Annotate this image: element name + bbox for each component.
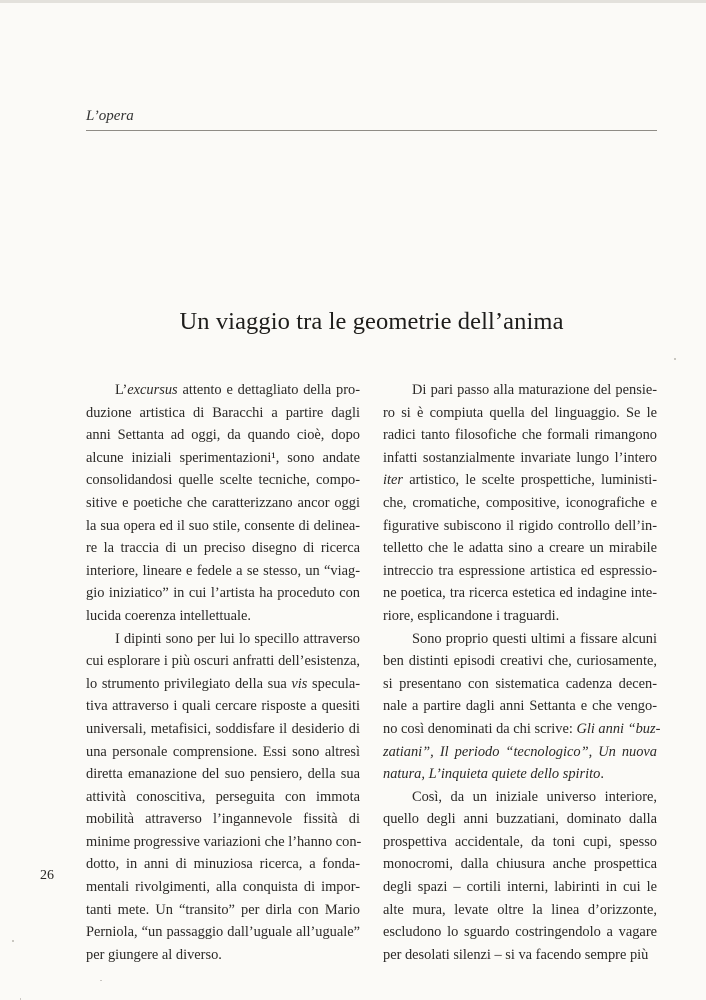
text-segment: no così denominati da chi scrive: [383,720,577,737]
text-segment: Di pari passo alla maturazione del pensie- [412,382,657,398]
text-segment: escludono lo sguardo costringendolo a vagare [383,924,657,941]
text-line [383,876,657,899]
text-segment: interiore, lineare e fedele a se stesso, un “viag- [86,562,360,579]
text-segment: si presentano con sistematica cadenza decen- [383,675,657,692]
text-line [383,424,657,447]
text-segment: riore, esplicandone i traguardi. [383,607,560,624]
text-segment: ne poetica, tra ricerca estetica ed indagine inte- [383,585,657,602]
text-line [86,695,360,718]
page-title: Un viaggio tra le geometrie dell’anima [179,308,564,335]
text-line [383,515,657,538]
text-line [86,944,360,967]
text-line [86,763,360,786]
text-line [86,424,360,447]
text-line [86,379,360,402]
text-segment: sitive e poetiche che caratterizzano ancor oggi [86,494,360,511]
text-segment: ro si è compiuta quella del linguaggio. Se le [383,404,657,421]
text-line [383,492,657,515]
italic-text: Gli anni “buz- [576,720,661,737]
text-segment: telletto che le adatta sino a creare un mirabile [383,540,657,557]
text-segment: quello degli anni buzzatiani, dominato dalla [383,811,657,828]
page-top-edge [0,0,706,3]
paragraph [383,628,661,786]
text-segment: tanti mete. Un “transito” per dirla con Mario [86,901,360,918]
text-line [86,899,360,922]
text-line [86,853,360,876]
text-segment: attento e dettagliato della pro- [177,382,360,398]
text-segment: che, cromatiche, compositive, iconografiche e [383,494,657,511]
text-line [383,695,657,718]
italic-text: vis [291,675,308,692]
text-line [383,628,657,651]
text-segment: I dipinti sono per lui lo specillo attraverso [115,630,360,647]
text-segment: mentali rivolgimenti, alla conquista di impor- [86,879,360,896]
text-segment: ben distinti episodi creativi che, curiosamente, [383,653,657,670]
right-column [383,379,661,966]
text-line [86,628,360,651]
text-line [383,469,657,492]
text-segment: duzione artistica di Baracchi a partire dagli [86,404,360,421]
text-segment: L’ [115,382,128,398]
text-segment: minime progressive variazioni che l’hanno con- [86,833,362,850]
italic-text: excursus [127,382,178,398]
text-segment: attività conoscitiva, perseguita con immota [86,788,360,805]
text-line [86,741,360,764]
text-line [86,605,360,628]
text-segment: anni Settanta ad oggi, da quando cioè, dopo [86,427,360,444]
text-segment: prospettiva accidentale, da toni cupi, spesso [383,833,657,850]
text-line [86,876,360,899]
paragraph [383,379,657,628]
text-segment: Sono proprio questi ultimi a fissare alcuni [412,630,657,647]
text-segment: gio iniziatico” in cui l’artista ha proceduto con [86,585,360,602]
text-segment: la sua opera ed il suo stile, consente di delinea- [86,517,360,534]
text-segment: intreccio tra espressione artistica ed espressio- [383,562,657,579]
text-line [383,921,657,944]
text-segment: lo strumento privilegiato della sua [86,675,292,692]
text-line [383,763,657,786]
italic-text: zatiani”, Il periodo “tecnologico”, Un nuova [383,743,657,760]
paper-speck [674,358,676,360]
text-line [86,515,360,538]
page-number: 26 [40,868,54,883]
text-line [383,402,657,425]
running-head: L’opera [86,108,134,124]
text-line [86,921,360,944]
paragraph [86,379,360,628]
text-segment: una personale comprensione. Essi sono altresì [86,743,360,760]
text-line [383,673,657,696]
italic-text: natura, L’inquieta quiete dello spirito [383,766,601,783]
text-line [86,469,360,492]
text-line [86,808,360,831]
header-rule [86,130,657,131]
text-segment: alte mura, levate oltre la linea d’orizzonte, [383,901,657,918]
text-segment: re la traccia di un preciso disegno di ricerca [86,540,360,557]
text-segment: tiva attraverso i quali cercare risposte a quesiti [86,698,360,715]
text-segment: degli spazi – cortili interni, labirinti in cui le [383,879,657,896]
text-segment: alcune iniziali sperimentazioni¹, sono andate [86,449,360,466]
text-line [383,537,657,560]
text-segment: specula- [307,675,360,692]
text-line [86,786,360,809]
text-segment: radici tanto filosofiche che formali rimangono [383,427,657,444]
text-segment: Così, da un iniziale universo interiore, [412,788,657,805]
text-segment: lucida coerenza intellettuale. [86,607,252,624]
text-line [383,605,657,628]
text-segment: monocromi, dalla chiusura anche prospettica [383,856,657,873]
text-segment: mobilità attraverso l’ingannevole fissità di [86,811,360,828]
text-line [86,560,360,583]
text-segment: dotto, in anni di minuziosa ricerca, a fonda- [86,856,360,873]
text-line [383,853,657,876]
text-segment: universali, metafisici, soddisfare il desiderio di [86,720,360,737]
text-line [86,537,360,560]
text-segment: cui esplorare i più oscuri anfratti dell’esistenza, [86,653,360,670]
text-segment: per desolati silenzi – si va facendo sempre più [383,946,649,963]
text-line [86,447,360,470]
italic-text: iter [383,472,403,489]
text-segment: consolidandosi quelle scelte tecniche, compo- [86,472,360,489]
text-segment: per giungere al diverso. [86,946,222,963]
text-line [86,718,360,741]
text-line [86,650,360,673]
text-segment: Perniola, “un passaggio dall’uguale all’uguale” [86,924,360,941]
text-line [383,447,657,470]
text-line [383,899,657,922]
text-line [383,379,657,402]
text-line [383,582,657,605]
text-line [383,650,657,673]
text-segment: diretta emanazione del suo pensiero, della sua [86,766,360,783]
text-line [86,831,360,854]
paragraph [383,786,657,967]
paper-speck [100,980,102,981]
text-line [383,786,657,809]
text-segment: nale a partire dagli anni Settanta e che vengo- [383,698,657,715]
text-segment: figurative subiscono il rigido controllo dell’in- [383,517,657,534]
text-line [383,944,657,967]
paper-speck [12,940,14,942]
text-line [383,808,657,831]
paragraph [86,628,360,967]
text-line [383,831,657,854]
text-line [86,582,360,605]
text-line [383,560,657,583]
text-line [86,402,360,425]
text-segment: . [600,766,604,783]
left-column [86,379,360,966]
text-segment: artistico, le scelte prospettiche, luministi- [402,472,657,489]
text-segment: infatti sostanzialmente invariate lungo l’intero [383,449,657,466]
text-line [86,492,360,515]
text-line [86,673,360,696]
text-line [383,741,657,764]
text-line [383,718,661,741]
